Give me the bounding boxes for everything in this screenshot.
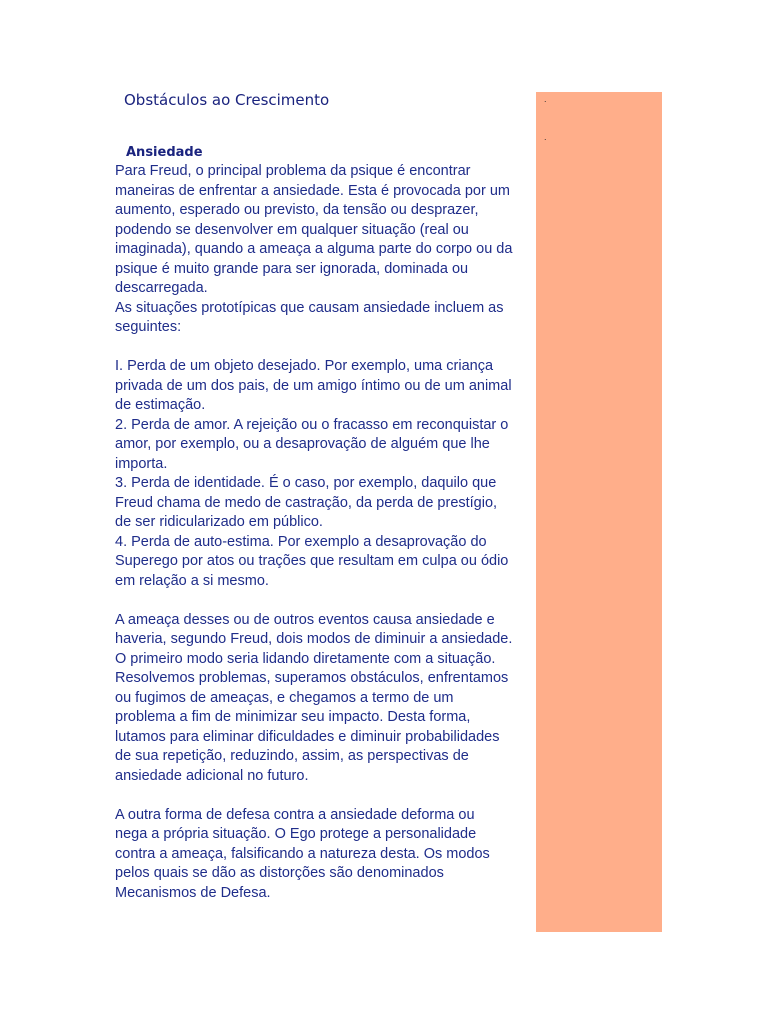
text-line: O primeiro modo seria lidando diretamente com a situação.: [115, 650, 496, 667]
text-line: ou fugimos de ameaças, e chegamos a termo de um: [115, 689, 454, 706]
text-line: I. Perda de um objeto desejado. Por exemplo, uma criança: [115, 358, 494, 374]
text-line: Mecanismos de Defesa.: [115, 884, 271, 901]
text-line: [115, 786, 540, 806]
text-line: maneiras de enfrentar a ansiedade. Esta é provocada por um: [115, 182, 510, 199]
text-line: em relação a si mesmo.: [115, 572, 269, 589]
text-line: A ameaça desses ou de outros eventos causa ansiedade e: [115, 611, 495, 628]
sidebar-dot: .: [544, 132, 547, 142]
text-line: seguintes:: [115, 319, 182, 335]
text-line: As situações prototípicas que causam ansiedade incluem as: [115, 299, 504, 316]
text-line: amor, por exemplo, ou a desaprovação de alguém que lhe: [115, 436, 490, 452]
text-line: pelos quais se dão as distorções são denominados: [115, 865, 444, 881]
text-line: lutamos para eliminar dificuldades e diminuir probabilidades: [115, 728, 500, 745]
text-line: ansiedade adicional no futuro.: [115, 767, 309, 784]
text-line: aumento, esperado ou previsto, da tensão ou desprazer,: [115, 202, 479, 218]
text-line: [115, 338, 540, 358]
text-line: 3. Perda de identidade. É o caso, por exemplo, daquilo que: [115, 475, 497, 491]
text-line: [115, 591, 540, 611]
text-line: privada de um dos pais, de um amigo íntimo ou de um animal: [115, 377, 512, 394]
text-line: nega a própria situação. O Ego protege a personalidade: [115, 826, 477, 842]
text-line: haveria, segundo Freud, dois modos de diminuir a ansiedade.: [115, 631, 513, 647]
text-line: Resolvemos problemas, superamos obstáculos, enfrentamos: [115, 670, 509, 686]
text-line: Freud chama de medo de castração, da perda de prestígio,: [115, 494, 498, 511]
text-line: A outra forma de defesa contra a ansiedade deforma ou: [115, 806, 475, 823]
text-line: de sua repetição, reduzindo, assim, as perspectivas de: [115, 748, 469, 764]
body-text: [115, 162, 540, 903]
text-line: imaginada), quando a ameaça a alguma parte do corpo ou da: [115, 241, 513, 257]
text-line: importa.: [115, 455, 168, 472]
text-line: Superego por atos ou trações que resultam em culpa ou ódio: [115, 553, 509, 569]
text-line: de estimação.: [115, 397, 206, 413]
text-line: descarregada.: [115, 280, 208, 296]
text-line: 4. Perda de auto-estima. Por exemplo a desaprovação do: [115, 533, 487, 550]
section-heading-ansiedade: Ansiedade: [126, 145, 203, 160]
text-line: contra a ameaça, falsificando a natureza desta. Os modos: [115, 845, 490, 862]
text-line: podendo se desenvolver em qualquer situação (real ou: [115, 221, 469, 238]
page-title: Obstáculos ao Crescimento: [124, 91, 330, 109]
sidebar-panel: [536, 92, 662, 932]
text-line: psique é muito grande para ser ignorada, dominada ou: [115, 260, 469, 277]
text-line: 2. Perda de amor. A rejeição ou o fracasso em reconquistar o: [115, 416, 509, 433]
text-line: Para Freud, o principal problema da psique é encontrar: [115, 163, 471, 179]
text-line: de ser ridicularizado em público.: [115, 514, 323, 530]
text-line: problema a fim de minimizar seu impacto. Desta forma,: [115, 709, 471, 725]
sidebar-dot: .: [544, 94, 547, 104]
